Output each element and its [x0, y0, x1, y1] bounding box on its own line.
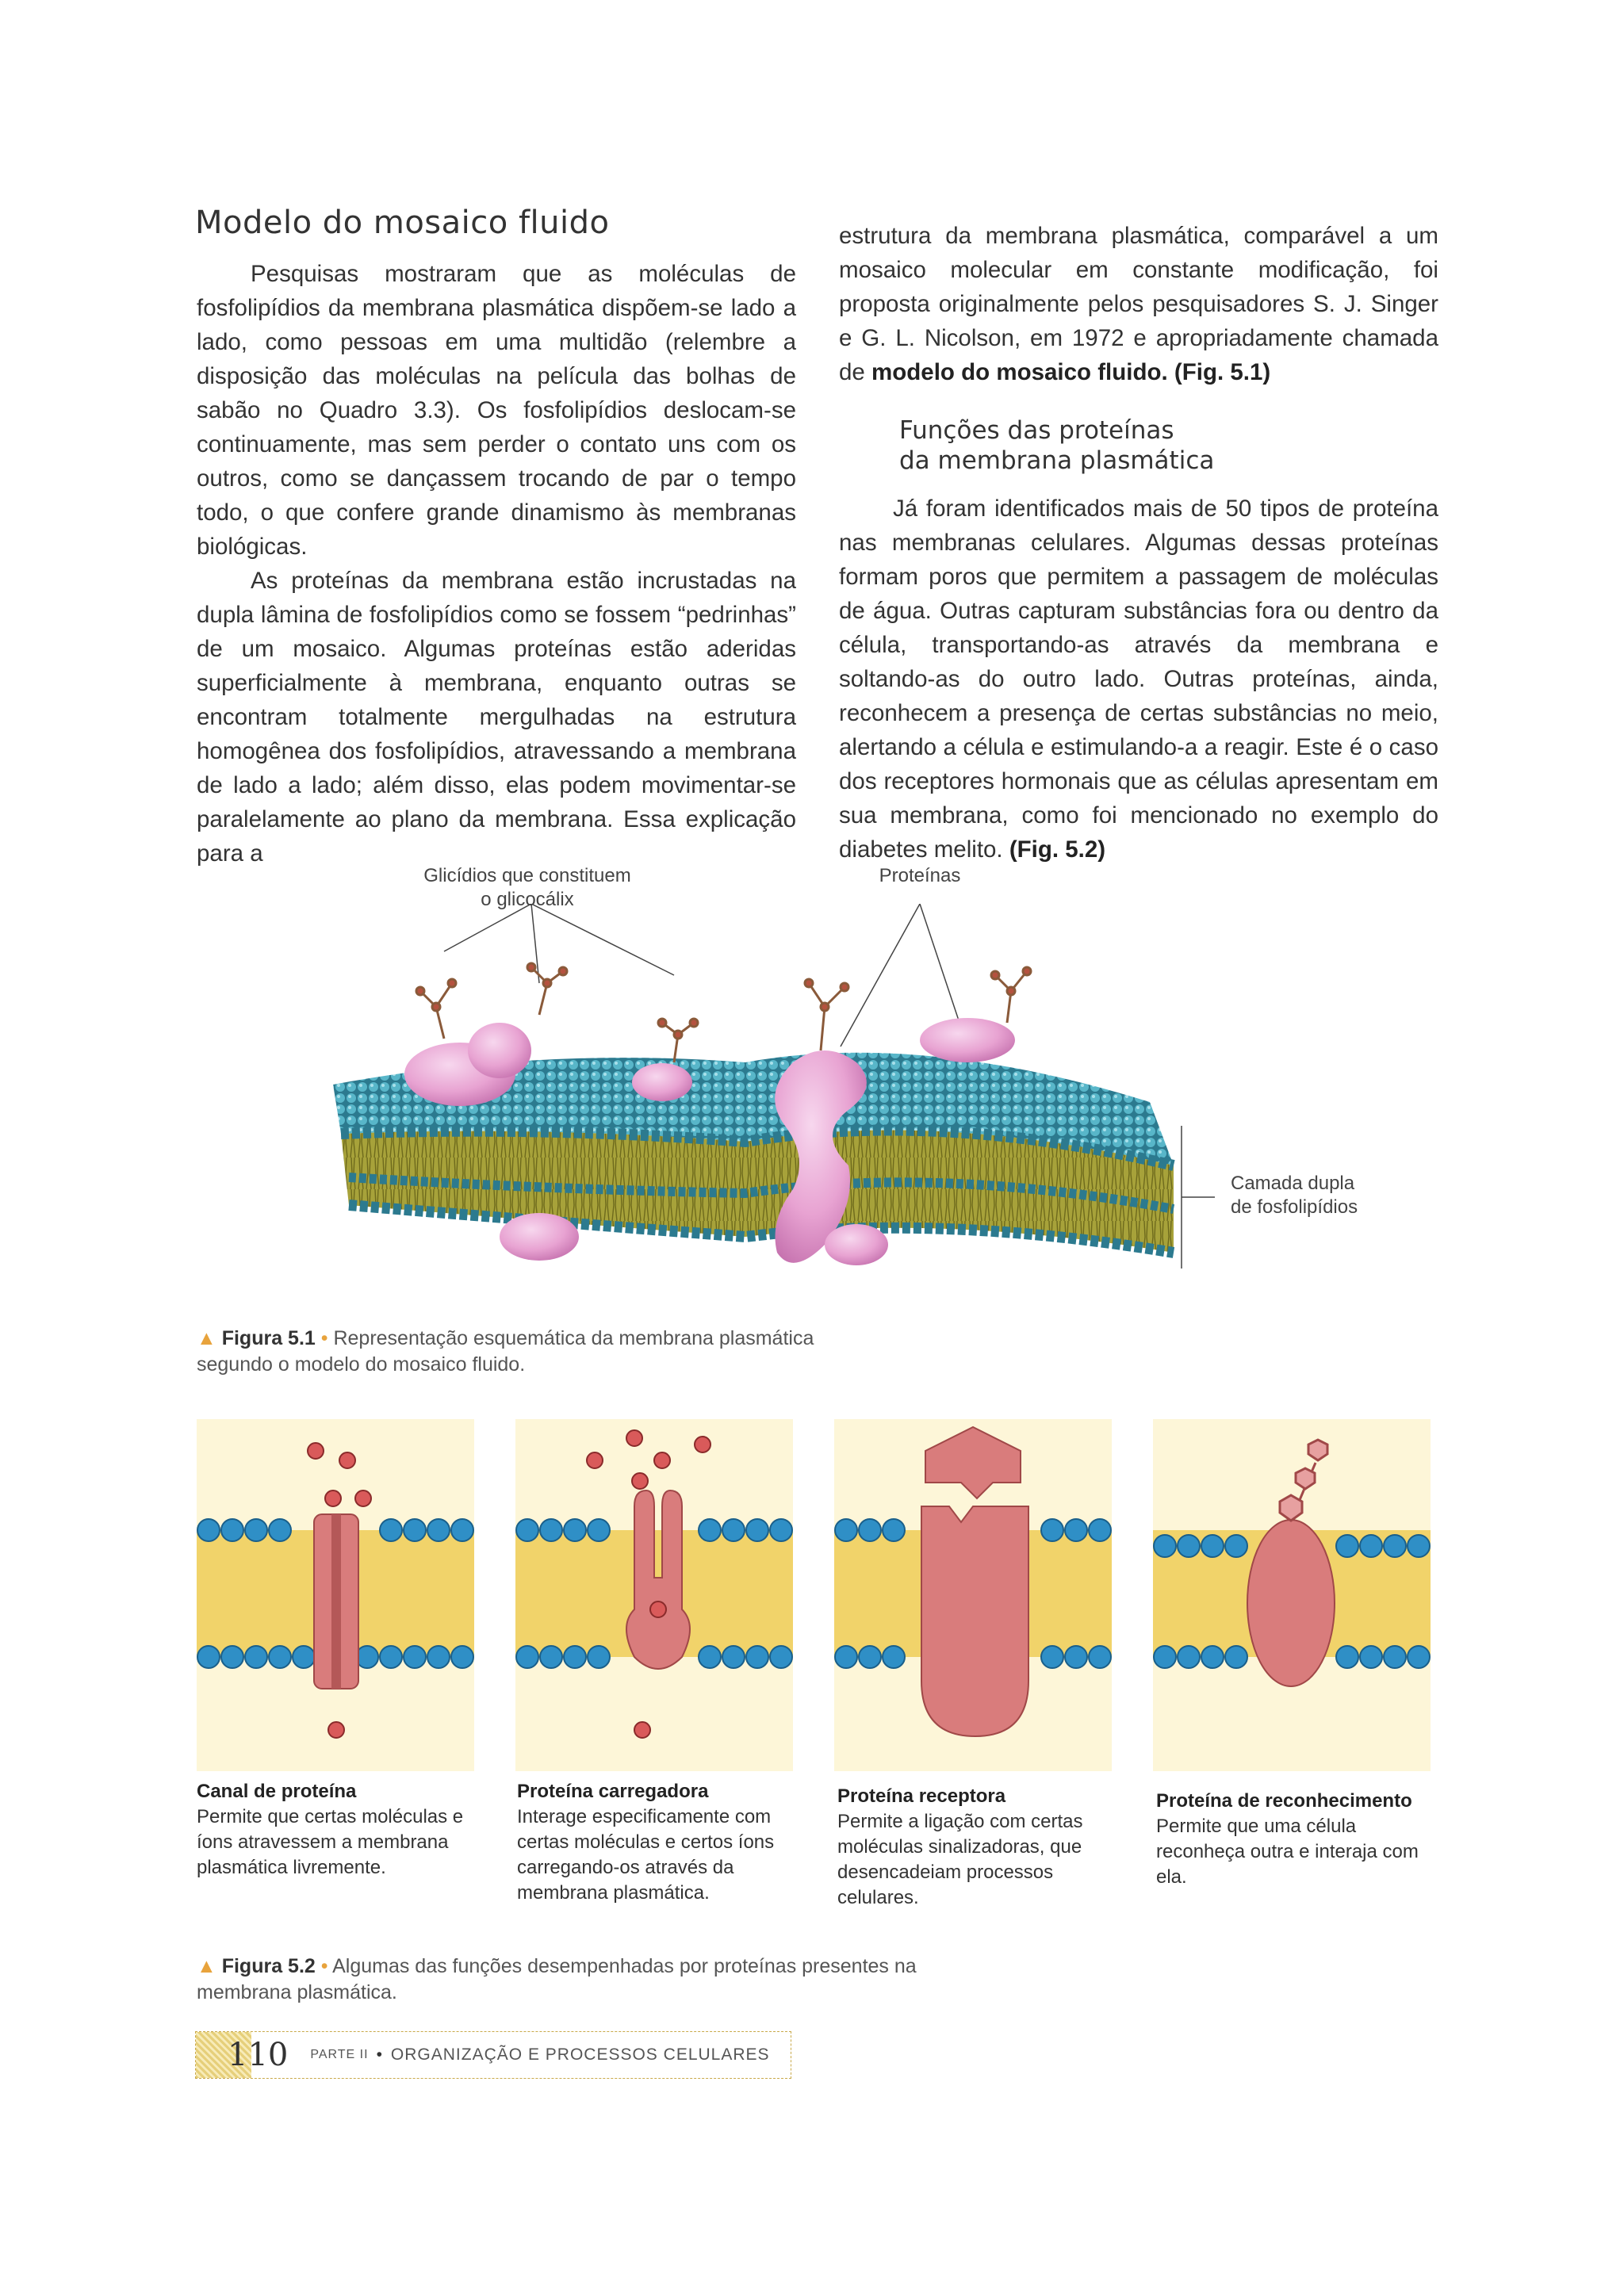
label-line: de fosfolipídios: [1231, 1196, 1358, 1218]
panel-receptora-illustration: [834, 1419, 1112, 1771]
panel-canal-illustration: [197, 1419, 474, 1771]
label-proteinas: Proteínas: [879, 865, 961, 886]
panel-carregadora-illustration: [515, 1419, 793, 1771]
label-line: Glicídios que constituem: [423, 865, 631, 886]
panel-description: Permite que uma célula reconheça outra e interaja com ela.: [1156, 1816, 1419, 1888]
footer-separator: •: [376, 2045, 383, 2064]
page-footer: [195, 2031, 791, 2079]
panel-title: Proteína de reconhecimento: [1156, 1790, 1412, 1812]
right-column-paragraph: [839, 492, 1438, 867]
inner-protein: [825, 1224, 888, 1265]
section-heading: Modelo do mosaico fluido: [195, 205, 610, 241]
bold-term: modelo do mosaico fluido: [871, 359, 1162, 385]
panel-text-carregadora: [517, 1779, 779, 1906]
label-line: Camada dupla: [1231, 1173, 1355, 1194]
caption-label: Figura 5.2: [221, 1955, 316, 1977]
caption-marker-icon: ▲: [197, 1955, 216, 1977]
caption-marker-icon: ▲: [197, 1327, 216, 1349]
label-camada: [1231, 1172, 1358, 1219]
section-label: ORGANIZAÇÃO E PROCESSOS CELULARES: [390, 2045, 770, 2064]
figure-reference: . (Fig. 5.1): [1161, 359, 1271, 385]
left-column-text: [197, 257, 796, 871]
panel-title: Proteína receptora: [837, 1785, 1006, 1807]
figure-reference: (Fig. 5.2): [1009, 836, 1106, 863]
peripheral-protein: [468, 1023, 531, 1078]
peripheral-protein: [920, 1018, 1015, 1062]
part-label: PARTE II: [310, 2048, 369, 2061]
figure-caption-5-1: ▲ Figura 5.1 • Representação esquemática da membrana plasmática segundo o modelo do mosaico fluido.: [197, 1327, 814, 1376]
panel-reconhecimento-illustration: [1153, 1419, 1431, 1771]
page-number: 110: [228, 2037, 289, 2073]
membrane-3d-illustration: [301, 904, 1237, 1316]
paragraph: Pesquisas mostraram que as moléculas de fosfolipídios da membrana plasmática dispõem-se lado a lado, como pessoas em uma multidão (relembre a disposição das moléculas na película das bolhas de sabão no Quadro 3.3). Os fosfolipídios deslocam-se continuamente, mas sem perder o contato uns com os outros, como se dançassem trocando de par o tempo todo, o que confere grande dinamismo às membranas biológicas.: [197, 261, 796, 560]
panel-description: Interage especificamente com certas moléculas e certos íons carregando-os através da membrana plasmática.: [517, 1806, 775, 1904]
paragraph: As proteínas da membrana estão incrustadas na dupla lâmina de fosfolipídios como se fossem “pedrinhas” de um mosaico. Algumas proteínas estão aderidas superficialmente à membrana, enquanto outras se encontram totalmente mergulhadas na estrutura homogênea dos fosfolipídios, atravessando a membrana de lado a lado; além disso, elas podem movimentar-se paralelamente ao plano da membrana. Essa explicação para a: [197, 568, 796, 867]
figure-caption-5-2: ▲ Figura 5.2 • Algumas das funções desempenhadas por proteínas presentes na membrana plasmática.: [197, 1955, 917, 2003]
right-column-text: [839, 219, 1438, 389]
panel-text-reconhecimento: [1156, 1789, 1442, 1890]
label-line: o glicocálix: [481, 889, 574, 910]
caption-text: Representação esquemática da membrana plasmática segundo o modelo do mosaico fluido.: [197, 1327, 814, 1376]
panel-title: Canal de proteína: [197, 1781, 357, 1802]
paragraph: Já foram identificados mais de 50 tipos de proteína nas membranas celulares. Algumas dessas proteínas formam poros que permitem a passagem de moléculas de água. Outras capturam substâncias fora ou dentro da célula, transportando-as através da membrana e soltando-as do outro lado. Outras proteínas, ainda, reconhecem a presença de certas substâncias no meio, alertando a célula e estimulando-a a reagir. Este é o caso dos receptores hormonais que as células apresentam em sua membrana, como foi mencionado no exemplo do diabetes melito. (Fig. 5.2): [839, 496, 1438, 863]
subheading: [899, 415, 1214, 476]
panel-description: Permite a ligação com certas moléculas sinalizadoras, que desencadeiam processos celulares.: [837, 1811, 1083, 1908]
subheading-line: Funções das proteínas: [899, 416, 1174, 445]
panel-text-receptora: [837, 1784, 1123, 1911]
peripheral-protein: [632, 1063, 692, 1101]
caption-text: Algumas das funções desempenhadas por proteínas presentes na membrana plasmática.: [197, 1955, 917, 2003]
panel-title: Proteína carregadora: [517, 1781, 709, 1802]
caption-label: Figura 5.1: [221, 1327, 316, 1349]
subheading-line: da membrana plasmática: [899, 446, 1215, 475]
panel-text-canal: [197, 1779, 482, 1881]
paragraph-continuation: estrutura da membrana plasmática, comparável a um mosaico molecular em constante modificação, foi proposta originalmente pelos pesquisadores S. J. Singer e G. L. Nicolson, em 1972 e apropriadamente chamada de modelo do mosaico fluido. (Fig. 5.1): [839, 223, 1438, 385]
panel-description: Permite que certas moléculas e íons atravessem a membrana plasmática livremente.: [197, 1806, 464, 1878]
inner-protein: [500, 1213, 579, 1261]
